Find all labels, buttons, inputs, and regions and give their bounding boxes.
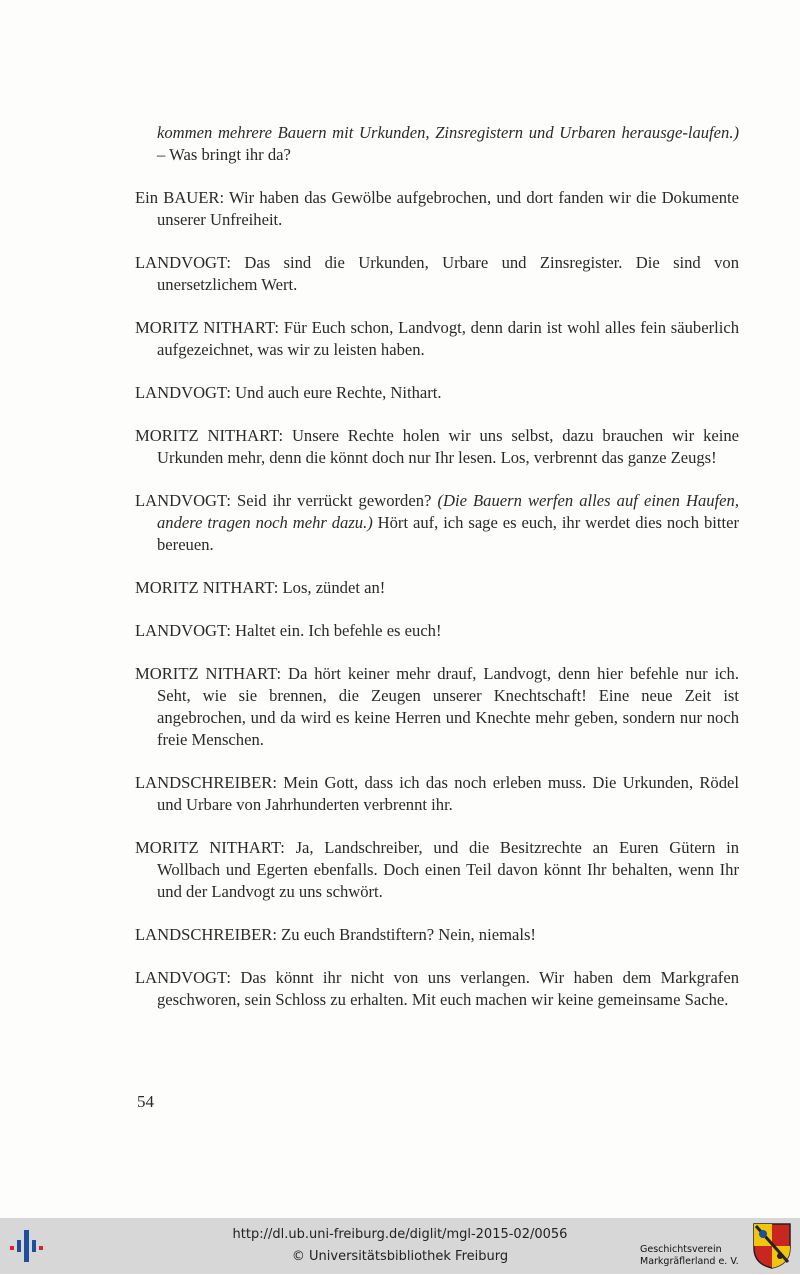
- paragraph: [135, 425, 739, 469]
- dialogue-text: Das könnt ihr nicht von uns verlangen. Wir haben dem Markgrafen geschworen, sein Schloss zu erhalten. Mit euch machen wir keine gemeinsame Sache.: [157, 968, 739, 1009]
- speaker-name: MORITZ NITHART:: [135, 426, 284, 445]
- speaker-name: MORITZ NITHART:: [135, 838, 285, 857]
- speaker-name: MORITZ NITHART:: [135, 578, 279, 597]
- dialogue-text: Haltet ein. Ich befehle es euch!: [230, 621, 442, 640]
- dialogue-text: Mein Gott, dass ich das noch erleben muss. Die Urkunden, Rödel und Urbare von Jahrhunderten verbrennt ihr.: [157, 773, 739, 814]
- dialogue-text: – Was bringt ihr da?: [157, 145, 291, 164]
- paragraph: [135, 317, 739, 361]
- dialogue-text: Unsere Rechte holen wir uns selbst, dazu brauchen wir keine Urkunden mehr, denn die könnt doch nur Ihr lesen. Los, verbrennt das ganze Zeugs!: [157, 426, 739, 467]
- speaker-name: LANDSCHREIBER:: [135, 773, 277, 792]
- paragraph: [135, 620, 739, 642]
- dialogue-text: Hört auf, ich sage es euch, ihr werdet dies noch bitter bereuen.: [157, 513, 739, 554]
- speaker-name: LANDVOGT:: [135, 491, 231, 510]
- permalink-url[interactable]: http://dl.ub.uni-freiburg.de/diglit/mgl-2015-02/0056: [232, 1227, 568, 1242]
- paragraph: [135, 924, 739, 946]
- viewer-footer: [0, 1218, 800, 1274]
- speaker-name: MORITZ NITHART:: [135, 664, 282, 683]
- footer-citation: [170, 1224, 630, 1268]
- speaker-name: LANDVOGT:: [135, 383, 231, 402]
- paragraph: [135, 663, 739, 751]
- society-name: [640, 1244, 752, 1268]
- speaker-name: LANDVOGT:: [135, 621, 231, 640]
- speaker-name: LANDSCHREIBER:: [135, 925, 277, 944]
- paragraph: [135, 490, 739, 556]
- paragraph: [135, 577, 739, 599]
- speaker-name: LANDVOGT:: [135, 253, 231, 272]
- dialogue-text: Zu euch Brandstiftern? Nein, niemals!: [276, 925, 536, 944]
- dialogue-text: Los, zündet an!: [278, 578, 386, 597]
- paragraph: [135, 382, 739, 404]
- dialogue-text: Und auch eure Rechte, Nithart.: [230, 383, 442, 402]
- paragraph: [135, 967, 739, 1011]
- copyright-notice: © Universitätsbibliothek Freiburg: [291, 1249, 509, 1264]
- paragraph: [135, 252, 739, 296]
- dialogue-text: Für Euch schon, Landvogt, denn darin ist wohl alles fein säuberlich aufgezeichnet, was wir zu leisten haben.: [157, 318, 740, 359]
- dialogue-text: Das sind die Urkunden, Urbare und Zinsregister. Die sind von unersetzlichem Wert.: [157, 253, 739, 294]
- play-text: [135, 122, 739, 1011]
- stage-direction: kommen mehrere Bauern mit Urkunden, Zinsregistern und Urbaren herausge-laufen.): [157, 123, 739, 142]
- dialogue-text: Seid ihr verrückt geworden?: [230, 491, 438, 510]
- paragraph: [135, 187, 739, 231]
- paragraph: [135, 772, 739, 816]
- ub-freiburg-logo-icon[interactable]: [8, 1226, 52, 1266]
- paragraph: [135, 122, 739, 166]
- stage-direction: (Die Bauern werfen alles auf einen Haufen, andere tragen noch mehr dazu.): [157, 491, 739, 532]
- coat-of-arms-icon: [752, 1222, 792, 1270]
- dialogue-text: Wir haben das Gewölbe aufgebrochen, und dort fanden wir die Dokumente unserer Unfreiheit.: [157, 188, 739, 229]
- paragraph: [135, 837, 739, 903]
- dialogue-text: Ja, Landschreiber, und die Besitzrechte an Euren Gütern in Wollbach und Egerten ebenfalls. Doch einen Teil davon könnt Ihr behalten, wenn Ihr und der Landvogt zu uns schwört.: [157, 838, 739, 901]
- page-number: 54: [137, 1092, 154, 1111]
- society-name-line2: Markgräflerland e. V.: [640, 1256, 739, 1267]
- speaker-name: Ein BAUER:: [135, 188, 225, 207]
- speaker-name: MORITZ NITHART:: [135, 318, 279, 337]
- society-name-line1: Geschichtsverein: [640, 1244, 722, 1255]
- dialogue-text: Da hört keiner mehr drauf, Landvogt, denn hier befehle nur ich. Seht, wie sie brennen, die Zeugen unserer Knechtschaft! Eine neue Zeit ist angebrochen, und da wird es keine Herren und Knechte mehr geben, sondern nur noch freie Menschen.: [157, 664, 739, 749]
- speaker-name: LANDVOGT:: [135, 968, 231, 987]
